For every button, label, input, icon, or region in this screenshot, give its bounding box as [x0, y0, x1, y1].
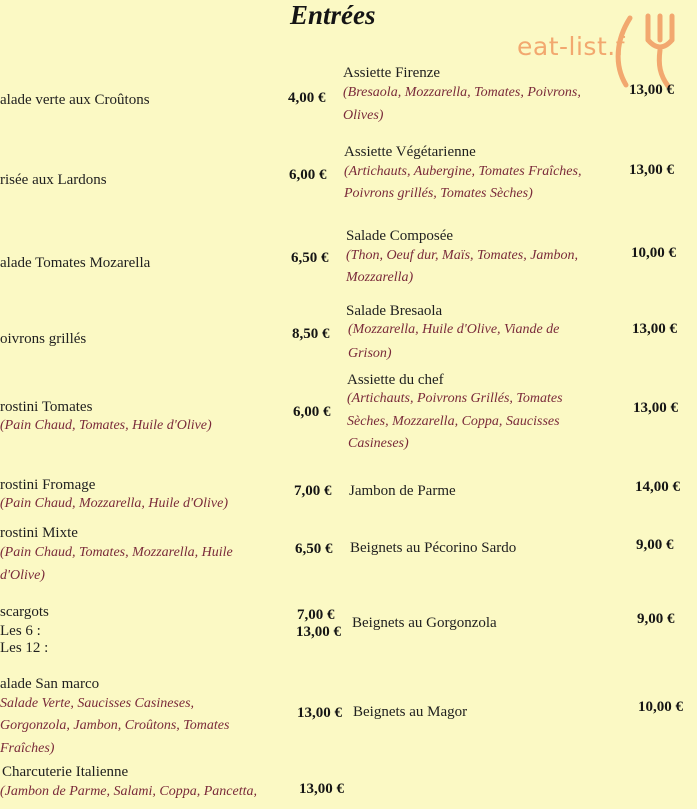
desc-chef-1: (Artichauts, Poivrons Grillés, Tomates	[347, 391, 563, 406]
escargots-12: Les 12 :	[0, 640, 49, 656]
price-vegetarienne: 13,00 €	[629, 162, 674, 178]
price-crostini-tomates: 6,00 €	[293, 404, 331, 420]
item-salade-bresaola: Salade Bresaola	[346, 303, 443, 319]
item-frisee: risée aux Lardons	[0, 172, 107, 188]
item-beignets-pecorino: Beignets au Pécorino Sardo	[350, 540, 517, 556]
desc-charcuterie-1: (Jambon de Parme, Salami, Coppa, Pancetta,	[0, 784, 258, 799]
price-escargots-12: 13,00 €	[296, 624, 341, 640]
desc-bresaola-1: (Mozzarella, Huile d'Olive, Viande de	[348, 322, 560, 337]
item-jambon-parme: Jambon de Parme	[349, 483, 456, 499]
desc-crostini-mixte-1: (Pain Chaud, Tomates, Mozzarella, Huile	[0, 545, 233, 560]
desc-crostini-mixte-2: d'Olive)	[0, 568, 45, 583]
price-salade-tomates: 6,50 €	[291, 250, 329, 266]
item-escargots: scargots	[0, 604, 49, 620]
item-assiette-vegetarienne: Assiette Végétarienne	[344, 144, 476, 160]
item-beignets-gorgonzola: Beignets au Gorgonzola	[352, 615, 497, 631]
price-jambon-parme: 14,00 €	[635, 479, 680, 495]
item-poivrons: oivrons grillés	[0, 331, 87, 347]
price-poivrons: 8,50 €	[292, 326, 330, 342]
item-salade-tomates: alade Tomates Mozarella	[0, 255, 151, 271]
watermark: eat-list.f	[517, 32, 625, 61]
desc-vegetarienne-2: Poivrons grillés, Tomates Sèches)	[344, 186, 533, 201]
price-beignets-gorgonzola: 9,00 €	[637, 611, 675, 627]
item-salade-san-marco: alade San marco	[0, 676, 100, 692]
price-composee: 10,00 €	[631, 245, 676, 261]
desc-san-marco-2: Gorgonzola, Jambon, Croûtons, Tomates	[0, 718, 230, 733]
price-beignets-magor: 10,00 €	[638, 699, 683, 715]
desc-chef-3: Casineses)	[348, 436, 409, 451]
desc-firenze-2: Olives)	[343, 108, 384, 123]
escargots-6: Les 6 :	[0, 623, 41, 639]
price-san-marco: 13,00 €	[297, 705, 342, 721]
price-crostini-fromage: 7,00 €	[294, 483, 332, 499]
price-escargots-6: 7,00 €	[297, 607, 335, 623]
price-frisee: 6,00 €	[289, 167, 327, 183]
fork-logo-icon	[608, 10, 686, 92]
desc-san-marco-1: Salade Verte, Saucisses Casineses,	[0, 696, 195, 711]
item-crostini-mixte: rostini Mixte	[0, 525, 78, 541]
item-beignets-magor: Beignets au Magor	[353, 704, 468, 720]
item-assiette-chef: Assiette du chef	[347, 372, 444, 388]
item-charcuterie: Charcuterie Italienne	[2, 764, 129, 780]
desc-vegetarienne-1: (Artichauts, Aubergine, Tomates Fraîches,	[344, 164, 582, 179]
price-bresaola: 13,00 €	[632, 321, 677, 337]
desc-crostini-tomates: (Pain Chaud, Tomates, Huile d'Olive)	[0, 418, 212, 433]
price-beignets-pecorino: 9,00 €	[636, 537, 674, 553]
section-title: Entrées	[290, 0, 376, 30]
desc-composee-2: Mozzarella)	[346, 270, 414, 285]
price-crostini-mixte: 6,50 €	[295, 541, 333, 557]
item-salade-verte: alade verte aux Croûtons	[0, 92, 150, 108]
price-firenze: 13,00 €	[629, 82, 674, 98]
price-salade-verte: 4,00 €	[288, 90, 326, 106]
item-crostini-fromage: rostini Fromage	[0, 477, 96, 493]
price-charcuterie: 13,00 €	[299, 781, 344, 797]
desc-composee-1: (Thon, Oeuf dur, Maïs, Tomates, Jambon,	[346, 248, 579, 263]
price-chef: 13,00 €	[633, 400, 678, 416]
item-salade-composee: Salade Composée	[346, 228, 454, 244]
desc-firenze-1: (Bresaola, Mozzarella, Tomates, Poivrons,	[343, 85, 581, 100]
item-crostini-tomates: rostini Tomates	[0, 399, 93, 415]
desc-bresaola-2: Grison)	[348, 346, 392, 361]
desc-chef-2: Sèches, Mozzarella, Coppa, Saucisses	[347, 414, 560, 429]
item-assiette-firenze: Assiette Firenze	[343, 65, 441, 81]
desc-crostini-fromage: (Pain Chaud, Mozzarella, Huile d'Olive)	[0, 496, 228, 511]
desc-san-marco-3: Fraîches)	[0, 741, 55, 756]
